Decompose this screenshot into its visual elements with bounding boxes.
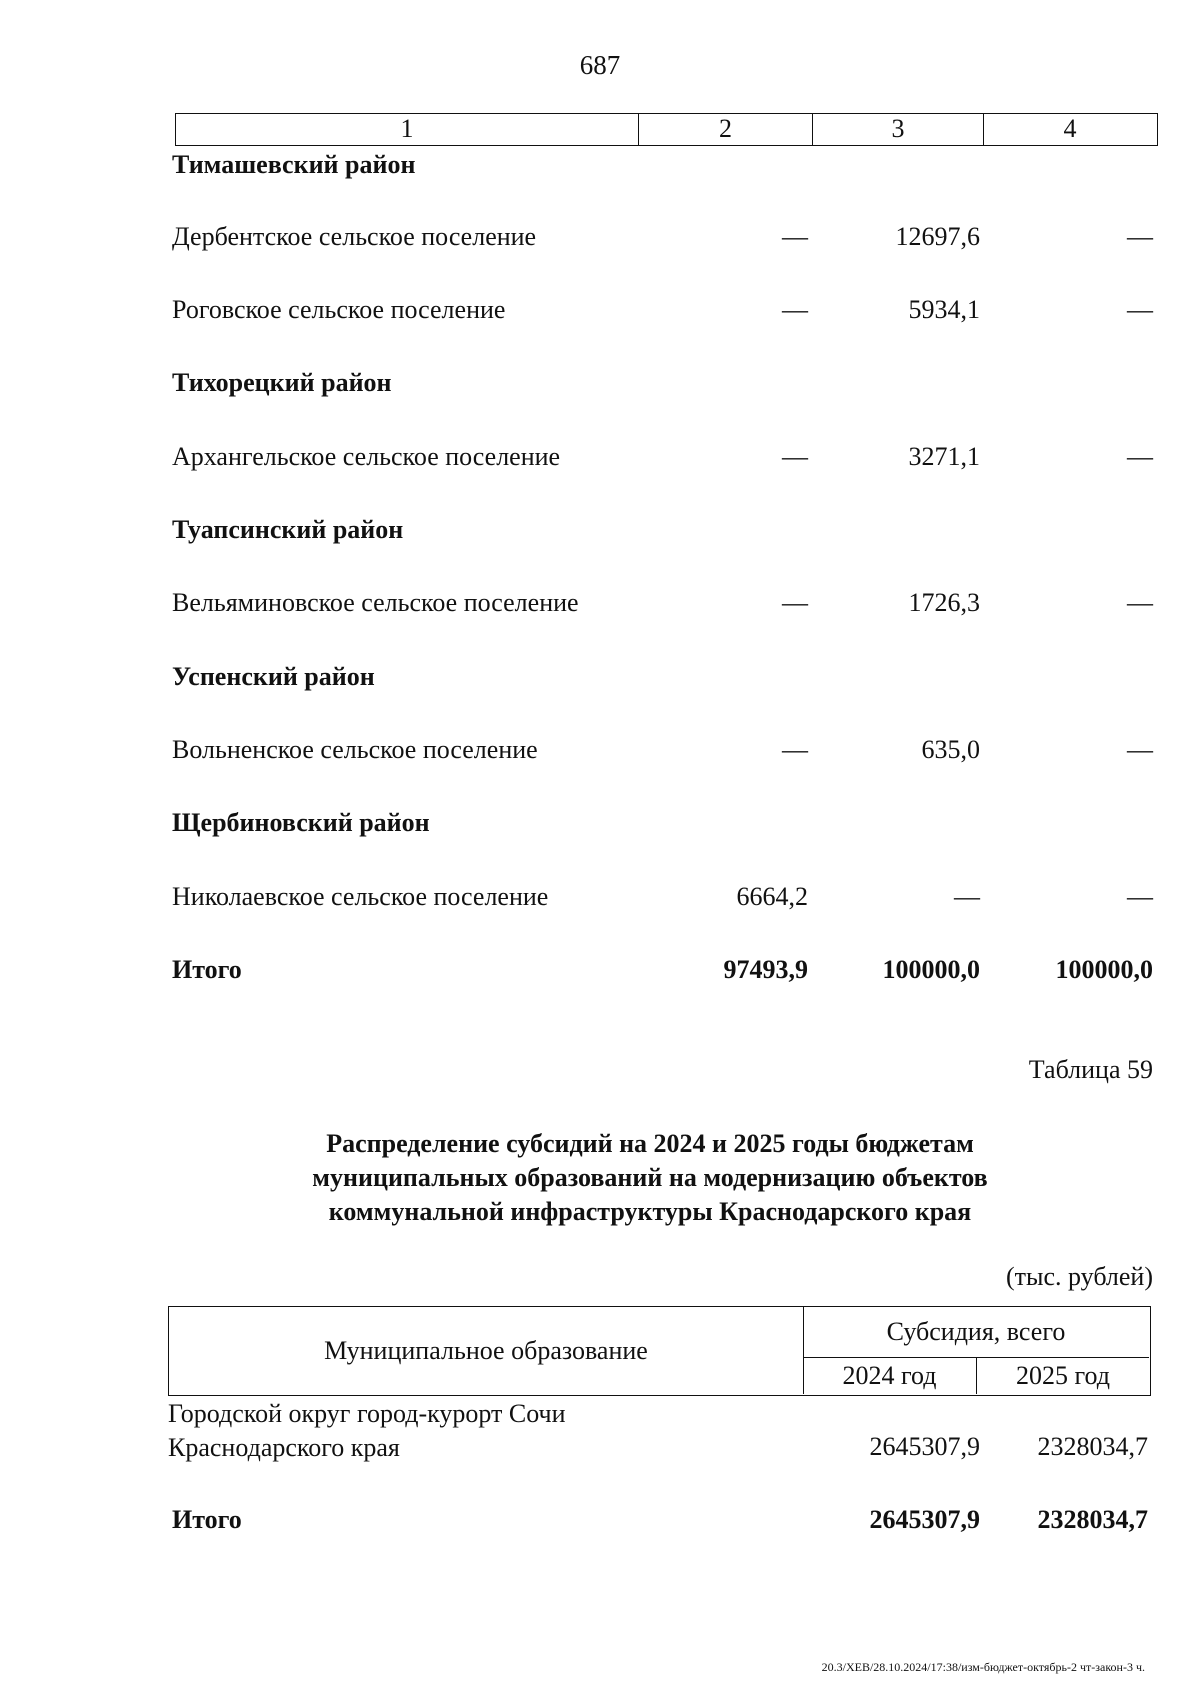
total-row <box>0 955 1200 995</box>
total-col2: 97493,9 <box>723 955 808 984</box>
table-row <box>0 882 1200 922</box>
footer-note: 20.3/ХЕВ/28.10.2024/17:38/изм-бюджет-октябрь-2 чт-закон-3 ч. <box>821 1660 1145 1674</box>
total-label: Итого <box>172 955 242 984</box>
col3-value: 12697,6 <box>895 222 980 251</box>
header-year-2024: 2024 год <box>803 1358 977 1394</box>
settlement-name: Роговское сельское поселение <box>172 295 506 324</box>
col3-value: — <box>954 882 980 911</box>
table-row <box>0 442 1200 482</box>
col3-value: 635,0 <box>921 735 980 764</box>
col4-value: — <box>1127 735 1153 764</box>
header-municipality: Муниципальное образование <box>169 1307 804 1394</box>
col2-value: — <box>782 442 808 471</box>
title-line: Распределение субсидий на 2024 и 2025 годы бюджетам <box>326 1129 974 1158</box>
settlement-name: Архангельское сельское поселение <box>172 442 561 471</box>
page-number: 687 <box>579 50 621 80</box>
settlement-name: Вольненское сельское поселение <box>172 735 538 764</box>
table-row <box>0 588 1200 628</box>
col2-value: — <box>782 295 808 324</box>
district-name: Туапсинский район <box>172 515 404 544</box>
table1-header <box>175 113 1158 146</box>
col3-value: 5934,1 <box>908 295 980 324</box>
district-row <box>0 662 1200 702</box>
district-row <box>0 150 1200 190</box>
col2-value: — <box>782 735 808 764</box>
col3-value: 1726,3 <box>908 588 980 617</box>
table1-header-col-4: 4 <box>1063 114 1077 143</box>
settlement-name: Николаевское сельское поселение <box>172 882 549 911</box>
district-row <box>0 808 1200 848</box>
total-2024: 2645307,9 <box>869 1505 980 1534</box>
header-year-2025: 2025 год <box>1016 1361 1110 1390</box>
total-col3: 100000,0 <box>882 955 980 984</box>
settlement-name: Вельяминовское сельское поселение <box>172 588 579 617</box>
table-row <box>0 735 1200 775</box>
district-row <box>0 515 1200 555</box>
value-2025: 2328034,7 <box>1037 1432 1148 1461</box>
col4-value: — <box>1127 882 1153 911</box>
district-name: Щербиновский район <box>172 808 430 837</box>
district-row <box>0 368 1200 408</box>
table1-header-col-2: 2 <box>639 114 813 145</box>
settlement-name: Дербентское сельское поселение <box>172 222 537 251</box>
title-line: муниципальных образований на модернизацию объектов <box>312 1163 988 1192</box>
units-label: (тыс. рублей) <box>1005 1262 1153 1291</box>
table1-header-col-3: 3 <box>813 114 984 145</box>
title-line: коммунальной инфраструктуры Краснодарского края <box>328 1197 972 1226</box>
col2-value: 6664,2 <box>736 882 808 911</box>
table-row <box>0 295 1200 335</box>
table-row <box>0 222 1200 262</box>
table-row <box>0 1432 1200 1472</box>
col4-value: — <box>1127 442 1153 471</box>
col4-value: — <box>1127 222 1153 251</box>
table-title <box>150 1127 1150 1229</box>
municipality-name-line: Городской округ город-курорт Сочи <box>168 1399 566 1428</box>
district-name: Тимашевский район <box>172 150 416 179</box>
col4-value: — <box>1127 295 1153 324</box>
value-2024: 2645307,9 <box>869 1432 980 1461</box>
municipality-name-line: Краснодарского края <box>168 1433 400 1462</box>
col2-value: — <box>782 222 808 251</box>
table2-header <box>168 1306 1151 1396</box>
total-row <box>0 1505 1200 1545</box>
col4-value: — <box>1127 588 1153 617</box>
total-label: Итого <box>172 1505 242 1534</box>
header-subsidy: Субсидия, всего <box>803 1307 1149 1358</box>
col2-value: — <box>782 588 808 617</box>
total-2025: 2328034,7 <box>1037 1505 1148 1534</box>
col3-value: 3271,1 <box>908 442 980 471</box>
district-name: Успенский район <box>172 662 375 691</box>
total-col4: 100000,0 <box>1055 955 1153 984</box>
table1-header-col-1: 1 <box>176 114 639 145</box>
district-name: Тихорецкий район <box>172 368 392 397</box>
table-caption: Таблица 59 <box>1028 1055 1153 1084</box>
